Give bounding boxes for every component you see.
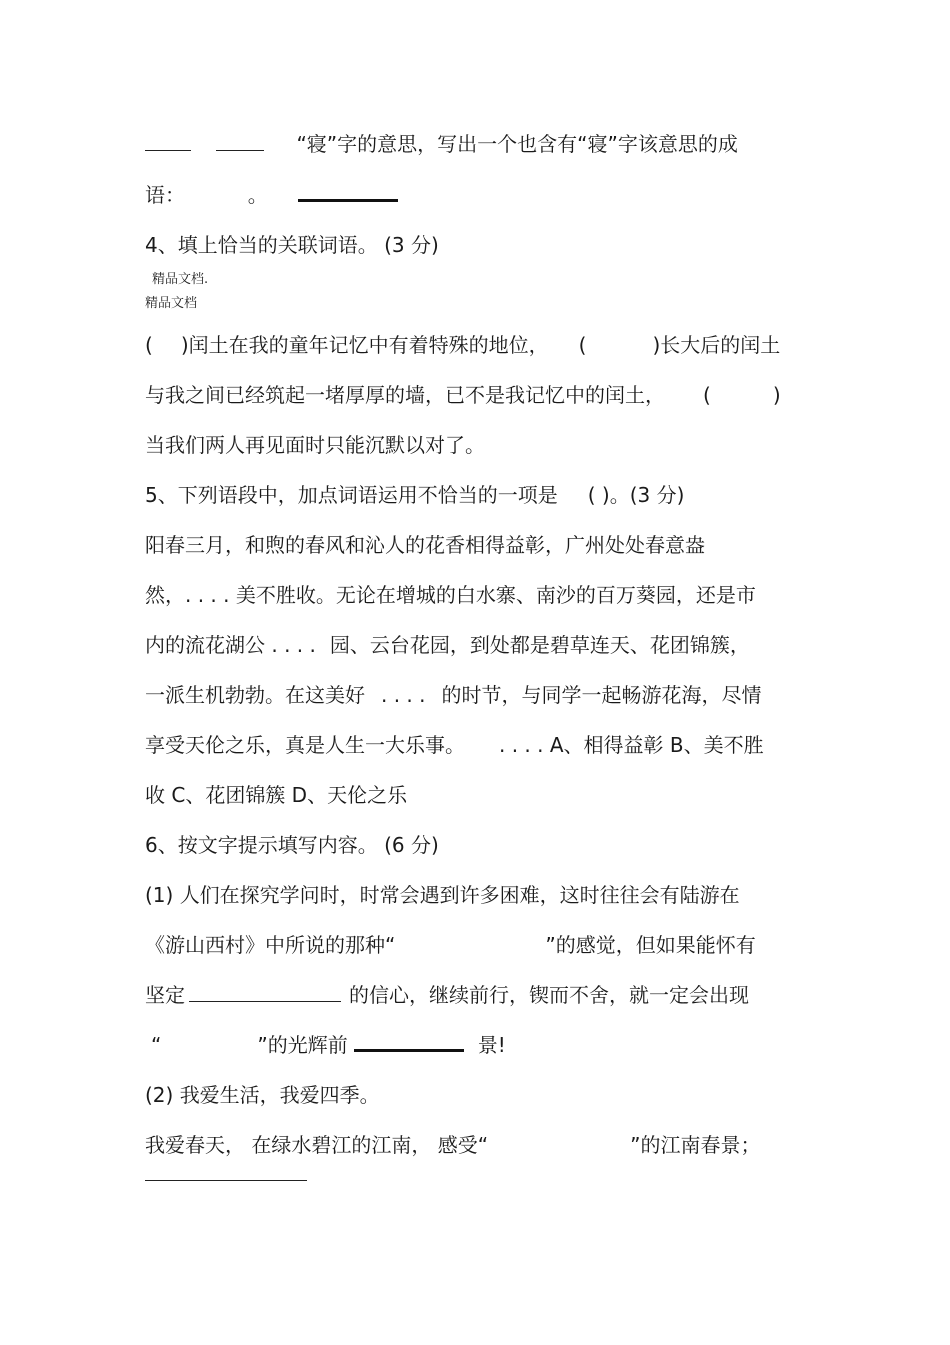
text-segment: 园、云台花园，到处都是碧草连天、花团锦簇， — [329, 633, 750, 657]
question-6-line-5: (2) 我爱生活，我爱四季。 — [145, 1083, 380, 1107]
text-segment: 5、下列语段中，加点词语运用不恰当的一项是 — [145, 483, 558, 507]
text-segment: )长大后的闰土 — [652, 333, 781, 357]
text-segment: ”的江南春景； — [630, 1133, 761, 1157]
question-5-line-5 — [145, 731, 764, 759]
question-4-line-3: 当我们两人再见面时只能沉默以对了。 — [145, 433, 485, 457]
question-6-line-1: (1) 人们在探究学问时，时常会遇到许多困难，这时往往会有陆游在 — [145, 883, 740, 907]
answer-blank — [298, 198, 398, 202]
text-segment: . . . . — [381, 683, 426, 707]
question-6-line-7 — [145, 1160, 307, 1188]
text-segment: ( — [578, 333, 587, 357]
line-1 — [145, 130, 738, 158]
question-6-title: 6、按文字提示填写内容。 (6 分) — [145, 833, 439, 857]
text-segment: 享受天伦之乐，真是人生一大乐事。 — [145, 733, 465, 757]
text-segment: 内的流花湖公 . . . . — [145, 633, 316, 657]
question-4-line-2 — [145, 381, 781, 409]
answer-blank — [216, 149, 264, 151]
watermark-text: 精品文档 — [145, 296, 198, 311]
text-segment: 。 — [247, 183, 268, 207]
answer-blank — [354, 1048, 464, 1052]
question-6-line-4 — [145, 1031, 506, 1059]
question-5-title — [145, 481, 684, 509]
text-segment: 我爱春天， 在绿水碧江的江南， 感受“ — [145, 1133, 489, 1157]
text-segment: “寝”字的意思，写出一个也含有“寝”字该意思的成 — [296, 132, 738, 156]
text-segment: ( — [145, 333, 153, 357]
watermark-text: 精品文档. — [152, 272, 209, 287]
text-segment: 语： — [145, 183, 185, 207]
text-segment: ) — [772, 383, 781, 407]
text-segment: ”的感觉，但如果能怀有 — [545, 933, 756, 957]
text-segment: 的信心，继续前行，锲而不舍，就一定会出现 — [349, 983, 749, 1007]
question-5-line-6: 收 C、花团锦簇 D、天伦之乐 — [145, 783, 408, 807]
question-5-line-4 — [145, 681, 762, 709]
question-6-line-3 — [145, 981, 749, 1009]
text-segment: 与我之间已经筑起一堵厚厚的墙，已不是我记忆中的闰土， — [145, 383, 665, 407]
line-2 — [145, 181, 398, 209]
question-5-line-1: 阳春三月，和煦的春风和沁人的花香相得益彰，广州处处春意盎 — [145, 533, 705, 557]
question-5-line-2: 然，. . . . 美不胜收。无论在增城的白水寨、南沙的百万葵园，还是市 — [145, 583, 756, 607]
question-6-line-2 — [145, 931, 756, 959]
text-segment: ( — [703, 383, 711, 407]
answer-blank — [145, 1179, 307, 1181]
question-4-line-1 — [145, 331, 780, 359]
answer-blank — [189, 1000, 341, 1002]
text-segment: 《游山西村》中所说的那种“ — [145, 933, 396, 957]
question-5-line-3 — [145, 631, 750, 659]
question-6-line-6 — [145, 1131, 760, 1159]
text-segment: ”的光辉前 — [257, 1033, 348, 1057]
text-segment: 的时节，与同学一起畅游花海，尽情 — [441, 683, 762, 707]
text-segment: . . . . A、相得益彰 B、美不胜 — [499, 733, 764, 757]
answer-blank — [145, 149, 191, 151]
question-4-title: 4、填上恰当的关联词语。 (3 分) — [145, 233, 439, 257]
text-segment: 坚定 — [145, 983, 185, 1007]
text-segment: “ — [151, 1033, 162, 1057]
text-segment: )闰土在我的童年记忆中有着特殊的地位， — [180, 333, 549, 357]
text-segment: 景! — [477, 1033, 506, 1057]
text-segment: ( )。(3 分) — [587, 483, 685, 507]
text-segment: 一派生机勃勃。在这美好 — [145, 683, 365, 707]
